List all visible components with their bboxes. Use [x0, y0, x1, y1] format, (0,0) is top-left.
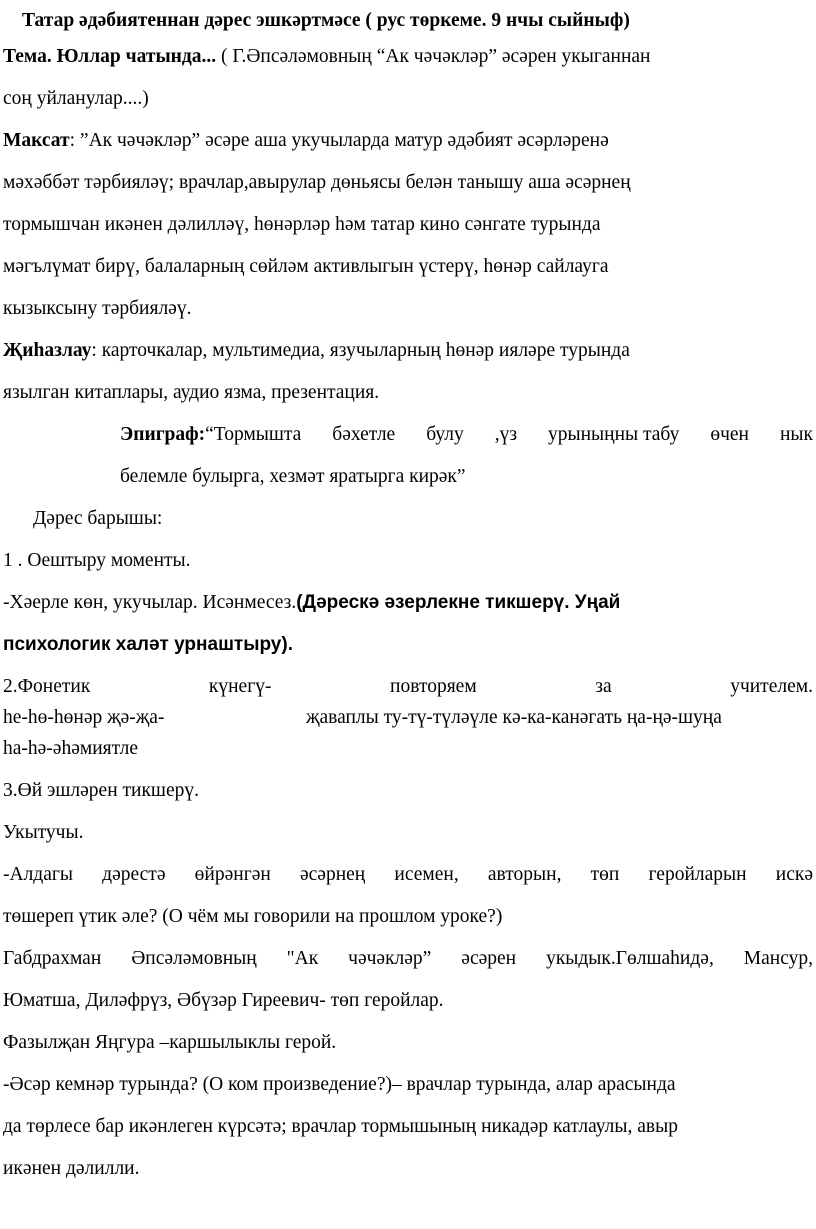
drill-part-2: җаваплы ту-тү-түләүле кә-ка-канәгать ңа-ңә-шуңа	[306, 707, 722, 728]
question-word: әсәрнең	[299, 864, 366, 885]
answer-word: Мансур,	[743, 948, 813, 969]
epigraph-line-1	[120, 423, 816, 447]
equipment-line-2: язылган китаплары, аудио язма, презентация.	[3, 382, 380, 403]
epigraph-word: булу	[426, 424, 464, 445]
answer-word: Габдрахман	[3, 948, 102, 969]
step-2-drill-line-2: һа-һә-әһәмиятле	[3, 738, 139, 759]
answer-word: "Ак	[286, 948, 319, 969]
answer-1-line-1	[3, 947, 816, 971]
question-2-line-2: да төрлесе бар икәнлеген күрсәтә; врачлар тормышының никадәр катлаулы, авыр	[3, 1116, 678, 1137]
step-2-word: күнегү-	[208, 676, 272, 697]
greeting-note-2: психологик халәт урнаштыру).	[3, 634, 293, 655]
question-word: геройларын	[648, 864, 747, 885]
epigraph-word: нык	[779, 424, 813, 445]
epigraph-word: ,үз	[494, 424, 518, 445]
question-word: -Алдагы	[3, 864, 73, 885]
equipment-label: Җиһазлау	[3, 340, 92, 361]
teacher-label: Укытучы.	[3, 822, 84, 843]
step-2-word: повторяем	[390, 676, 477, 697]
topic-line-2: соң уйланулар....)	[3, 88, 149, 109]
topic-line-1	[3, 45, 816, 69]
goal-line-2: мәхәббәт тәрбияләү; врачлар,авырулар дөньясы белән танышу аша әсәрнең	[3, 172, 631, 193]
question-word: искә	[775, 864, 813, 885]
greeting-line-2	[3, 633, 816, 657]
question-word: төп	[590, 864, 620, 885]
question-2-line-1: -Әсәр кемнәр турында? (О ком произведение?)– врачлар турында, алар арасында	[3, 1074, 676, 1095]
topic-description: ( Г.Әпсәләмовның “Ак чәчәкләр” әсәрен укыганнан	[216, 46, 651, 67]
topic-label: Тема.	[3, 46, 52, 67]
greeting-line-1	[3, 591, 816, 615]
epigraph-word: өчен	[710, 424, 749, 445]
greeting-text: -Хәерле көн, укучылар. Исәнмесез.	[3, 592, 297, 613]
step-2-drill-line-1	[3, 706, 816, 730]
question-2-line-3: икәнен дәлилли.	[3, 1158, 140, 1179]
epigraph-line-2: белемле булырга, хезмәт яратырга кирәк”	[120, 466, 466, 487]
step-3: 3.Өй эшләрен тикшерү.	[3, 780, 199, 801]
goal-line-3: тормышчан икәнен дәлилләү, һөнәрләр һәм татар кино сәнгате турында	[3, 214, 601, 235]
question-1-line-2: төшереп үтик әле? (О чём мы говорили на прошлом уроке?)	[3, 906, 503, 927]
lesson-heading: Дәрес барышы:	[33, 508, 163, 529]
drill-part-1: һе-һө-һөнәр җә-җа-	[3, 707, 165, 728]
greeting-note: (Дәрескә әзерлекне тикшерү. Уңай	[296, 592, 621, 613]
answer-1-line-3: Фазылҗан Яңгура –каршылыклы герой.	[3, 1032, 337, 1053]
epigraph-label: Эпиграф:	[120, 424, 206, 445]
question-word: авторын,	[487, 864, 562, 885]
step-2-line-1	[3, 675, 816, 699]
question-word: исемен,	[394, 864, 459, 885]
goal-text: : ”Ак чәчәкләр” әсәре аша укучыларда матур әдәбият әсәрләренә	[69, 130, 609, 151]
epigraph-word: “Тормышта	[205, 424, 302, 445]
question-1-line-1	[3, 863, 816, 887]
answer-word: чәчәкләр”	[348, 948, 432, 969]
answer-word: укыдык.Гөлшаһидә,	[546, 948, 714, 969]
question-word: өйрәнгән	[194, 864, 271, 885]
answer-word: Әпсәләмовның	[131, 948, 257, 969]
equipment-line-1	[3, 339, 816, 363]
goal-label: Максат	[3, 130, 70, 151]
goal-line-1	[3, 129, 816, 153]
answer-word: әсәрен	[461, 948, 517, 969]
epigraph-word: урыныңны табу	[548, 424, 680, 445]
topic-name: Юллар чатында...	[56, 46, 217, 67]
question-word: дәрестә	[102, 864, 166, 885]
goal-line-5: кызыксыну тәрбияләү.	[3, 298, 192, 319]
answer-1-line-2: Юматша, Диләфрүз, Әбүзәр Гиреевич- төп геройлар.	[3, 990, 444, 1011]
step-1: 1 . Оештыру моменты.	[3, 550, 191, 571]
step-2-word: за	[595, 676, 612, 697]
equipment-text: : карточкалар, мультимедиа, язучыларның һөнәр ияләре турында	[91, 340, 630, 361]
step-2-word: учителем.	[730, 676, 813, 697]
document-title	[22, 9, 816, 33]
document-title-text: Татар әдәбиятеннан дәрес эшкәртмәсе ( рус төркеме. 9 нчы сыйныф)	[22, 10, 630, 31]
goal-line-4: мәгълүмат бирү, балаларның сөйләм активлыгын үстерү, һөнәр сайлауга	[3, 256, 609, 277]
epigraph-word: бәхетле	[332, 424, 396, 445]
step-2-word: 2.Фонетик	[3, 676, 91, 697]
